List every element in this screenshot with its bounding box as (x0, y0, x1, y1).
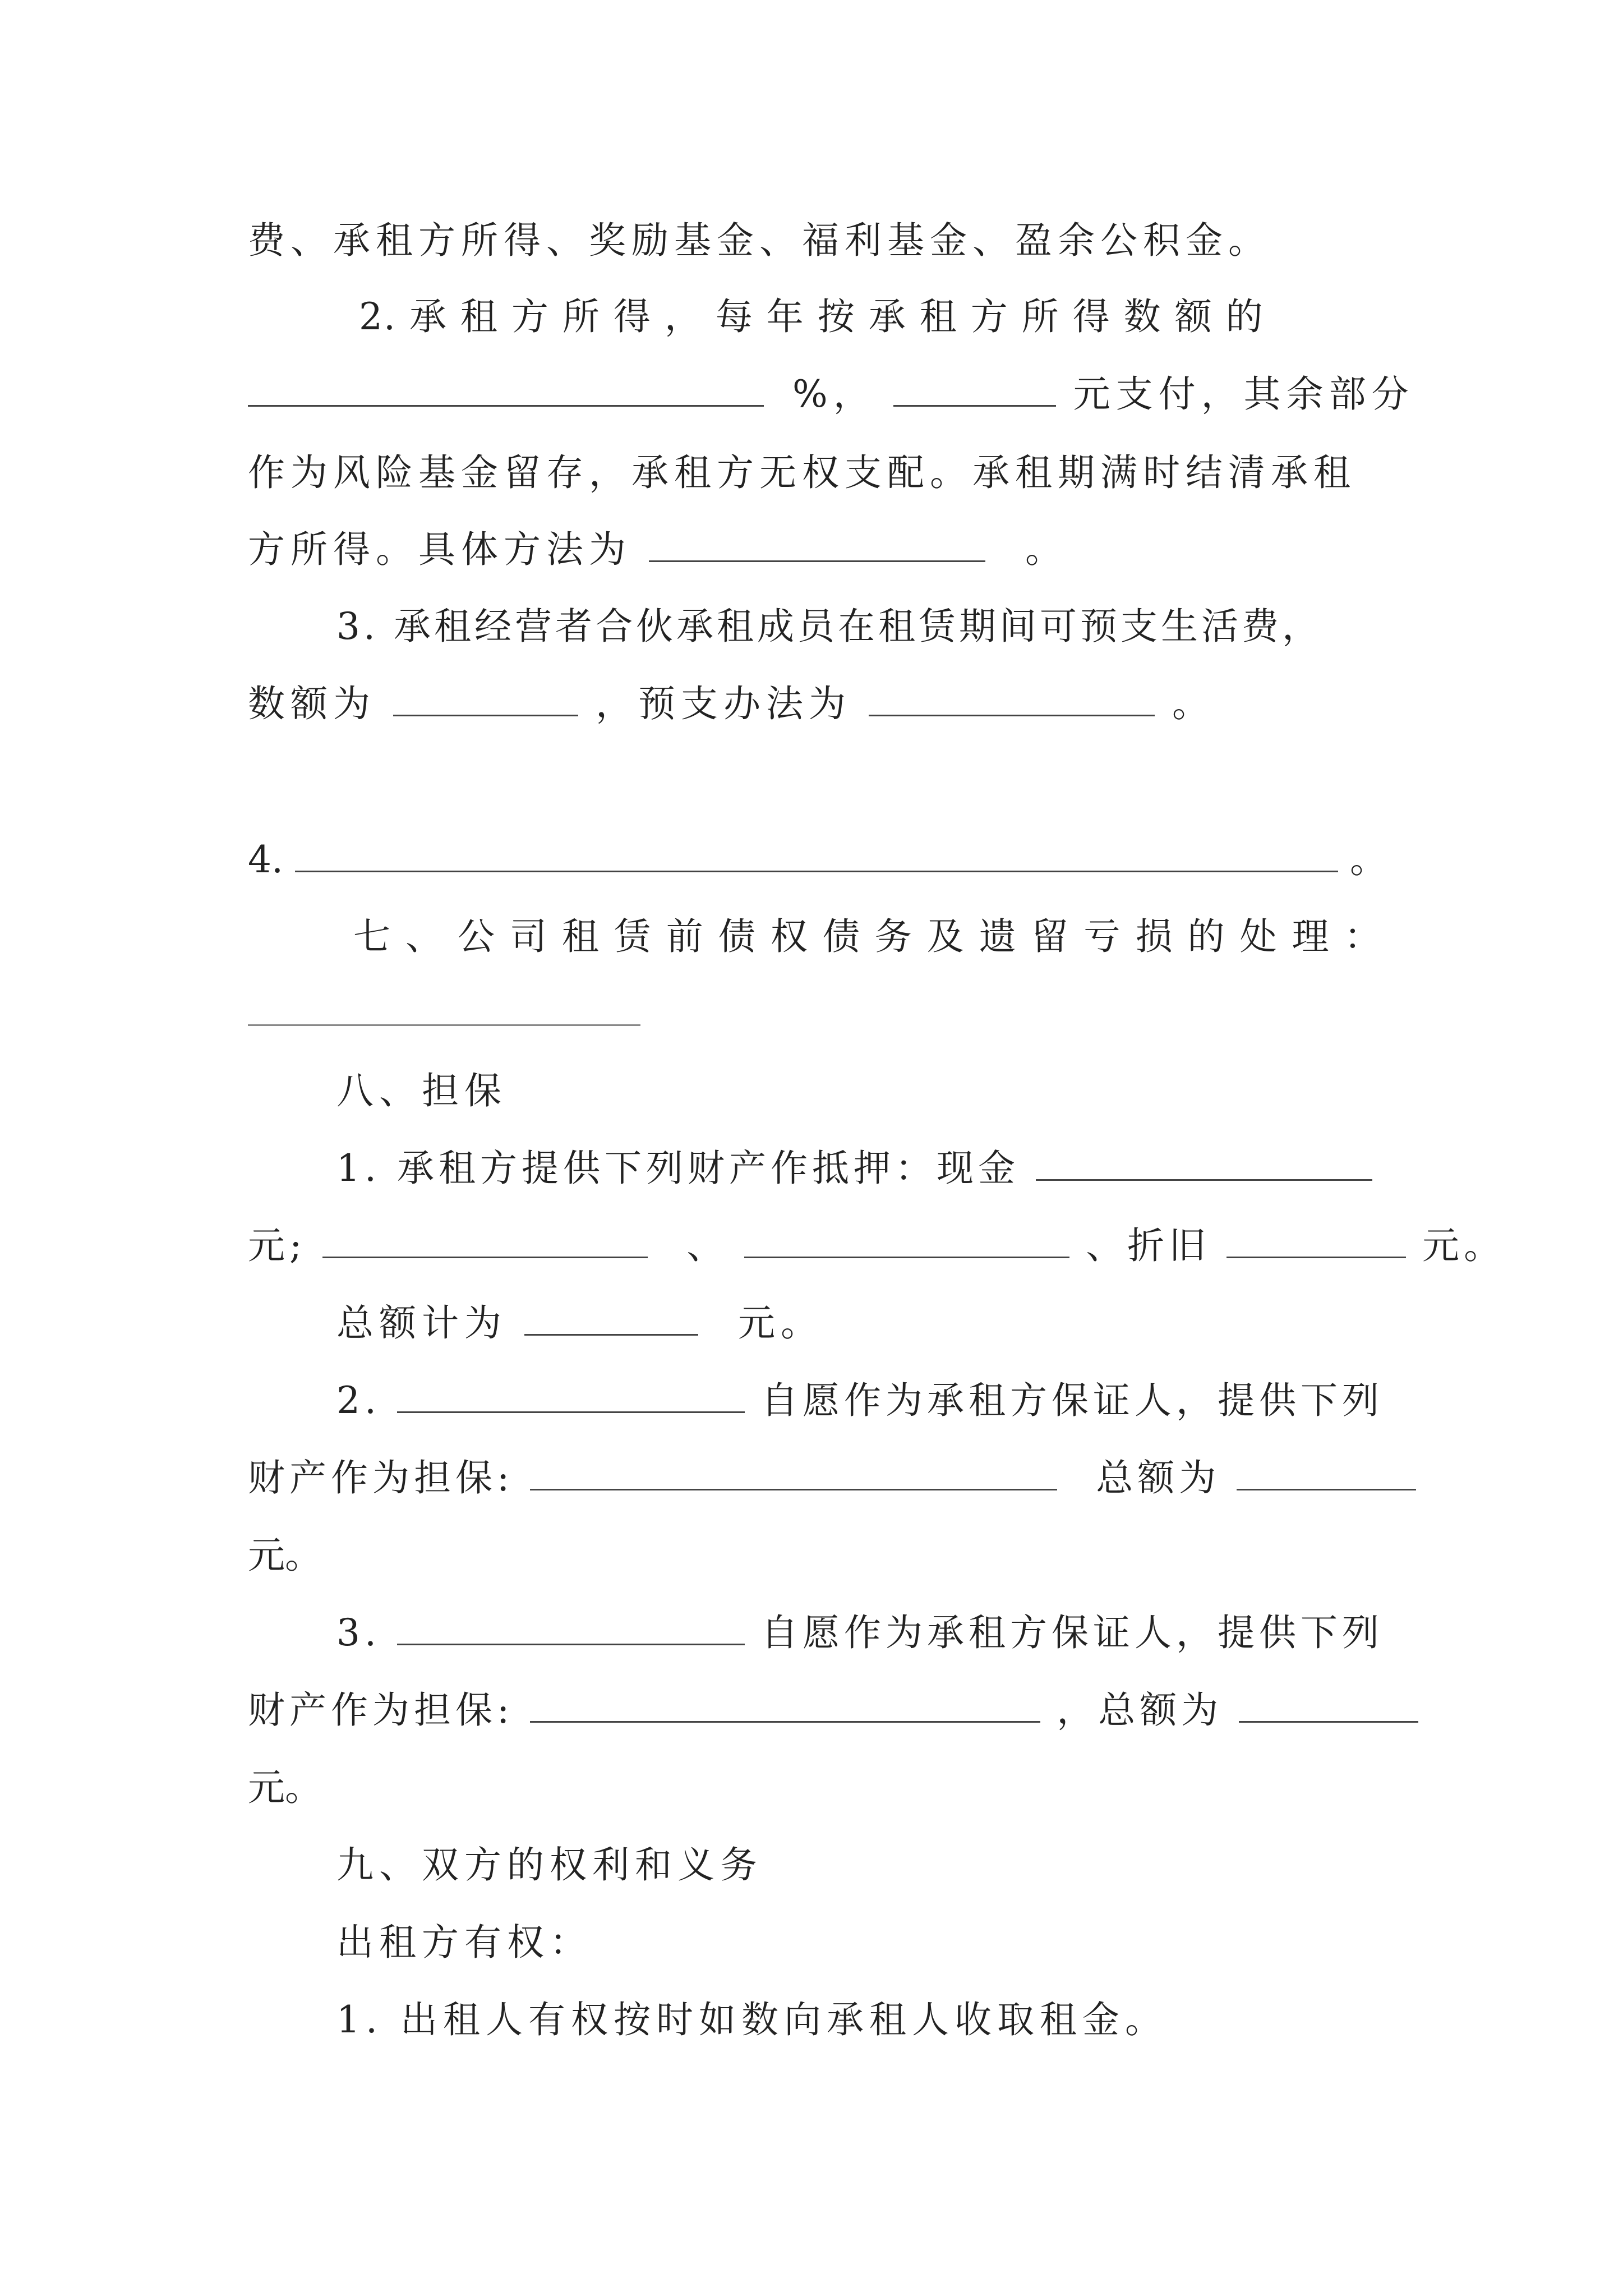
text: 。 (1349, 838, 1387, 881)
paragraph-line (248, 1763, 322, 1813)
text: 财产作为担保: (248, 1688, 514, 1732)
text: 1. 出租人有权按时如数向承租人收取租金。 (336, 1998, 1168, 2041)
section-heading (336, 1840, 763, 1890)
fill-blank[interactable] (530, 1454, 1057, 1490)
paragraph-line (248, 1221, 1505, 1271)
fill-blank[interactable] (1239, 1686, 1418, 1723)
paragraph-line (359, 292, 1264, 342)
text: ，预支办法为 (595, 682, 851, 725)
text: 七 、 公 司 租 赁 前 债 权 债 务 及 遗 留 亏 损 的 处 理 ： (353, 915, 1383, 958)
paragraph-line (336, 1143, 1372, 1194)
paragraph-line (248, 524, 1068, 575)
text: 、折旧 (1086, 1224, 1211, 1267)
paragraph-line (248, 369, 1414, 420)
text: ，总额为 (1057, 1688, 1223, 1732)
fill-blank[interactable] (893, 370, 1056, 407)
paragraph-line (248, 215, 1271, 266)
fill-blank[interactable] (649, 526, 985, 562)
fill-blank[interactable] (322, 1222, 648, 1258)
paragraph-line (248, 679, 1215, 729)
text: 元; (248, 1224, 307, 1267)
fill-blank[interactable] (248, 990, 640, 1026)
text: 1. 承租方提供下列财产作抵押：现金 (336, 1147, 1020, 1190)
text: 总额为 (1096, 1456, 1221, 1499)
text: 数额为 (248, 682, 376, 725)
text: 费、承租方所得、奖励基金、福利基金、盈余公积金。 (248, 219, 1271, 262)
fill-blank[interactable] (1036, 1144, 1372, 1181)
text: 元支付，其余部分 (1073, 372, 1414, 416)
text: 。 (1025, 528, 1068, 571)
fill-blank[interactable] (397, 1377, 745, 1413)
text: 元。 (737, 1301, 823, 1345)
text: 自愿作为承租方保证人，提供下列 (760, 1379, 1384, 1422)
text: 元。 (248, 1766, 322, 1809)
fill-blank[interactable] (295, 836, 1338, 872)
text: 4. (248, 838, 283, 881)
text: 3. 承租经营者合伙承租成员在租赁期间可预支生活费， (336, 605, 1322, 648)
paragraph-line (248, 988, 640, 1039)
text: 八、担保 (336, 1069, 507, 1112)
text: 财产作为担保: (248, 1456, 514, 1499)
text: 、 (686, 1224, 728, 1267)
paragraph-line (248, 1530, 322, 1581)
fill-blank[interactable] (869, 680, 1155, 716)
paragraph-line (248, 835, 1387, 885)
fill-blank[interactable] (393, 680, 578, 716)
fill-blank[interactable] (530, 1686, 1040, 1723)
paragraph-line (336, 1995, 1168, 2045)
paragraph-line (248, 448, 1356, 498)
text: 2. (336, 1379, 381, 1422)
text: 元。 (1422, 1224, 1506, 1267)
fill-blank[interactable] (524, 1299, 698, 1336)
text: 元。 (248, 1534, 322, 1577)
text: 自愿作为承租方保证人，提供下列 (760, 1611, 1384, 1654)
text: 作为风险基金留存，承租方无权支配。承租期满时结清承租 (248, 451, 1356, 494)
paragraph-line (336, 1608, 1384, 1658)
paragraph-line (336, 1375, 1384, 1426)
section-heading (336, 1066, 507, 1116)
text: 九、双方的权利和义务 (336, 1843, 763, 1887)
paragraph-line (336, 601, 1322, 652)
fill-blank[interactable] (248, 370, 764, 407)
text: 2. 承 租 方 所 得 ， 每 年 按 承 租 方 所 得 数 额 的 (359, 295, 1264, 338)
text: 3. (336, 1611, 381, 1654)
text: 方所得。具体方法为 (248, 528, 631, 571)
text: %， (792, 372, 876, 416)
text: 总额计为 (336, 1301, 507, 1345)
fill-blank[interactable] (1227, 1222, 1406, 1258)
fill-blank[interactable] (1237, 1454, 1416, 1490)
paragraph-line (248, 1685, 1418, 1736)
text: 出租方有权： (336, 1921, 592, 1964)
paragraph-line (248, 1453, 1416, 1503)
section-heading (353, 912, 1383, 962)
text: 。 (1172, 682, 1215, 725)
fill-blank[interactable] (397, 1609, 745, 1645)
fill-blank[interactable] (744, 1222, 1069, 1258)
paragraph-line (336, 1298, 823, 1349)
paragraph-line (336, 1917, 592, 1968)
